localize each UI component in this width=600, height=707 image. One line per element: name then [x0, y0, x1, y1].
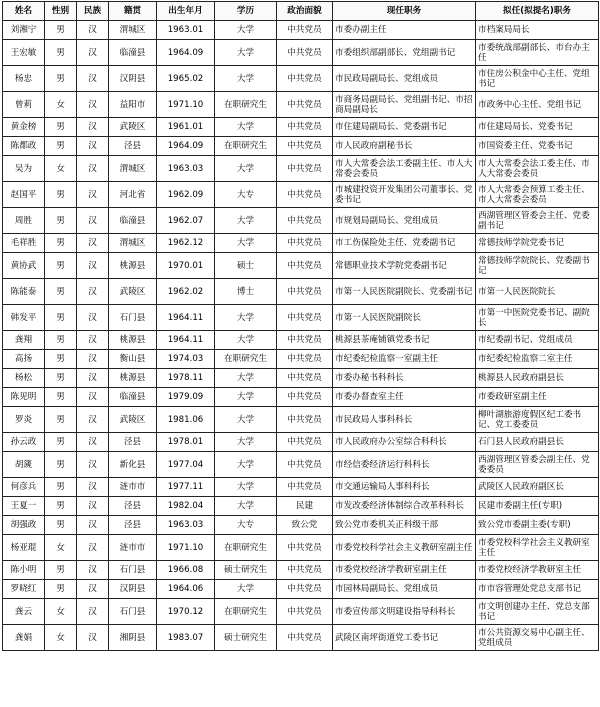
- cell-col-current-post: 市第一人民医院副院长、党委副书记: [333, 279, 476, 305]
- cell-col-hometown: 涟市市: [109, 535, 157, 561]
- cell-col-hometown: 武陵区: [109, 118, 157, 137]
- cell-col-name: 杨忠: [3, 66, 45, 92]
- cell-col-education: 大学: [215, 433, 277, 452]
- cell-col-political: 中共党员: [277, 580, 333, 599]
- cell-col-proposed-post: 市人大常委会法工委主任、市人大常委会委员: [476, 156, 599, 182]
- table-row: [3, 137, 599, 156]
- cell-col-education: 硕士: [215, 253, 277, 279]
- table-body: [3, 21, 599, 651]
- cell-col-education: 大专: [215, 516, 277, 535]
- cell-col-hometown: 泾县: [109, 516, 157, 535]
- cell-col-political: 中共党员: [277, 478, 333, 497]
- table-row: [3, 279, 599, 305]
- cell-col-birth: 1966.08: [157, 561, 215, 580]
- cell-col-proposed-post: 常德技师学院院长、党委副书记: [476, 253, 599, 279]
- cell-col-political: 中共党员: [277, 561, 333, 580]
- cell-col-current-post: 市民政局副局长、党组成员: [333, 66, 476, 92]
- cell-col-proposed-post: 市住房公积金中心主任、党组书记: [476, 66, 599, 92]
- cell-col-hometown: 泾县: [109, 497, 157, 516]
- cell-col-proposed-post: 市政务中心主任、党组书记: [476, 92, 599, 118]
- cell-col-gender: 男: [45, 331, 77, 350]
- cell-col-education: 大学: [215, 452, 277, 478]
- cell-col-ethnicity: 汉: [77, 497, 109, 516]
- cell-col-ethnicity: 汉: [77, 40, 109, 66]
- cell-col-political: 中共党员: [277, 208, 333, 234]
- table-row: [3, 253, 599, 279]
- cell-col-gender: 男: [45, 40, 77, 66]
- table-row: [3, 182, 599, 208]
- cell-col-hometown: 河北省: [109, 182, 157, 208]
- cell-col-political: 中共党员: [277, 92, 333, 118]
- cell-col-political: 中共党员: [277, 625, 333, 651]
- cell-col-hometown: 湘阴县: [109, 625, 157, 651]
- cell-col-birth: 1983.07: [157, 625, 215, 651]
- cell-col-name: 黄协武: [3, 253, 45, 279]
- table-header-row: [3, 2, 599, 21]
- table-row: [3, 92, 599, 118]
- cell-col-birth: 1971.10: [157, 92, 215, 118]
- cell-col-birth: 1964.11: [157, 331, 215, 350]
- cell-col-proposed-post: 市纪委副书记、党组成员: [476, 331, 599, 350]
- cell-col-hometown: 渭城区: [109, 234, 157, 253]
- cell-col-current-post: 市规划局副局长、党组成员: [333, 208, 476, 234]
- cell-col-gender: 女: [45, 535, 77, 561]
- cell-col-education: 大学: [215, 497, 277, 516]
- cell-col-political: 中共党员: [277, 407, 333, 433]
- cell-col-gender: 女: [45, 156, 77, 182]
- table-row: [3, 599, 599, 625]
- cell-col-hometown: 泾县: [109, 137, 157, 156]
- cell-col-political: 民建: [277, 497, 333, 516]
- cell-col-current-post: 市委宣传部文明建设指导科科长: [333, 599, 476, 625]
- cell-col-political: 中共党员: [277, 388, 333, 407]
- cell-col-name: 孙云政: [3, 433, 45, 452]
- cell-col-current-post: 市人民政府副秘书长: [333, 137, 476, 156]
- cell-col-education: 硕士研究生: [215, 625, 277, 651]
- cell-col-political: 中共党员: [277, 350, 333, 369]
- cell-col-name: 王夏一: [3, 497, 45, 516]
- cell-col-education: 大学: [215, 40, 277, 66]
- cell-col-current-post: 市委办副主任: [333, 21, 476, 40]
- cell-col-gender: 男: [45, 234, 77, 253]
- cell-col-political: 中共党员: [277, 433, 333, 452]
- cell-col-ethnicity: 汉: [77, 182, 109, 208]
- cell-col-birth: 1970.01: [157, 253, 215, 279]
- header-col-birth: 出生年月: [157, 2, 215, 21]
- table-row: [3, 234, 599, 253]
- table-row: [3, 535, 599, 561]
- cell-col-hometown: 汉阴县: [109, 66, 157, 92]
- cell-col-name: 胡强政: [3, 516, 45, 535]
- cell-col-birth: 1978.11: [157, 369, 215, 388]
- header-col-name: 姓名: [3, 2, 45, 21]
- cell-col-gender: 女: [45, 599, 77, 625]
- cell-col-political: 中共党员: [277, 305, 333, 331]
- cell-col-political: 中共党员: [277, 331, 333, 350]
- cell-col-hometown: 泾县: [109, 433, 157, 452]
- cell-col-birth: 1981.06: [157, 407, 215, 433]
- cell-col-hometown: 衡山县: [109, 350, 157, 369]
- cell-col-proposed-post: 西湖管理区管委会主任、党委副书记: [476, 208, 599, 234]
- cell-col-ethnicity: 汉: [77, 208, 109, 234]
- cell-col-gender: 男: [45, 137, 77, 156]
- cell-col-birth: 1964.11: [157, 305, 215, 331]
- header-col-proposed-post: 拟任(拟提名)职务: [476, 2, 599, 21]
- cell-col-hometown: 桃源县: [109, 253, 157, 279]
- cell-col-name: 黄金榜: [3, 118, 45, 137]
- cell-col-gender: 男: [45, 561, 77, 580]
- cell-col-proposed-post: 致公党市委副主委(专职): [476, 516, 599, 535]
- cell-col-current-post: 市委组织部副部长、党组副书记: [333, 40, 476, 66]
- cell-col-gender: 男: [45, 253, 77, 279]
- cell-col-name: 何彦兵: [3, 478, 45, 497]
- cell-col-birth: 1971.10: [157, 535, 215, 561]
- cell-col-gender: 男: [45, 118, 77, 137]
- cell-col-current-post: 市住建局副局长、党委副书记: [333, 118, 476, 137]
- cell-col-name: 韩发平: [3, 305, 45, 331]
- cell-col-hometown: 渭城区: [109, 21, 157, 40]
- cell-col-hometown: 汉阴县: [109, 580, 157, 599]
- cell-col-hometown: 临潼县: [109, 208, 157, 234]
- cell-col-ethnicity: 汉: [77, 599, 109, 625]
- header-col-hometown: 籍贯: [109, 2, 157, 21]
- cell-col-hometown: 石门县: [109, 599, 157, 625]
- cell-col-political: 中共党员: [277, 535, 333, 561]
- table-row: [3, 156, 599, 182]
- header-col-education: 学历: [215, 2, 277, 21]
- cell-col-gender: 女: [45, 625, 77, 651]
- cell-col-education: 在职研究生: [215, 92, 277, 118]
- cell-col-name: 曾莉: [3, 92, 45, 118]
- cell-col-gender: 男: [45, 369, 77, 388]
- cell-col-birth: 1982.04: [157, 497, 215, 516]
- cell-col-current-post: 市人大常委会法工委副主任、市人大常委会委员: [333, 156, 476, 182]
- cell-col-ethnicity: 汉: [77, 253, 109, 279]
- cell-col-education: 大学: [215, 305, 277, 331]
- header-col-political: 政治面貌: [277, 2, 333, 21]
- cell-col-political: 中共党员: [277, 137, 333, 156]
- cell-col-political: 中共党员: [277, 21, 333, 40]
- cell-col-proposed-post: 市市容管理处党总支部书记: [476, 580, 599, 599]
- cell-col-name: 刘湘宁: [3, 21, 45, 40]
- cell-col-proposed-post: 市人大常委会预算工委主任、市人大常委会委员: [476, 182, 599, 208]
- cell-col-birth: 1964.09: [157, 137, 215, 156]
- cell-col-birth: 1962.02: [157, 279, 215, 305]
- cell-col-name: 陈能泰: [3, 279, 45, 305]
- table-row: [3, 208, 599, 234]
- cell-col-ethnicity: 汉: [77, 561, 109, 580]
- cell-col-hometown: 新化县: [109, 452, 157, 478]
- cell-col-education: 博士: [215, 279, 277, 305]
- cell-col-proposed-post: 市文明创建办主任、党总支部书记: [476, 599, 599, 625]
- cell-col-birth: 1964.06: [157, 580, 215, 599]
- cell-col-education: 在职研究生: [215, 137, 277, 156]
- table-row: [3, 580, 599, 599]
- cell-col-proposed-post: 常德技师学院党委书记: [476, 234, 599, 253]
- cell-col-name: 陈小明: [3, 561, 45, 580]
- cell-col-ethnicity: 汉: [77, 407, 109, 433]
- table-row: [3, 66, 599, 92]
- cell-col-proposed-post: 武陵区人民政府副区长: [476, 478, 599, 497]
- cell-col-education: 大学: [215, 66, 277, 92]
- cell-col-political: 中共党员: [277, 40, 333, 66]
- cell-col-current-post: 市委办督查室主任: [333, 388, 476, 407]
- cell-col-gender: 男: [45, 305, 77, 331]
- cell-col-current-post: 桃源县茶庵铺镇党委书记: [333, 331, 476, 350]
- cell-col-political: 中共党员: [277, 369, 333, 388]
- cell-col-birth: 1961.01: [157, 118, 215, 137]
- cell-col-current-post: 市第一人民医院副院长: [333, 305, 476, 331]
- cell-col-political: 中共党员: [277, 253, 333, 279]
- cell-col-gender: 男: [45, 497, 77, 516]
- cell-col-hometown: 涟市市: [109, 478, 157, 497]
- cell-col-education: 大学: [215, 208, 277, 234]
- cell-col-gender: 男: [45, 182, 77, 208]
- cell-col-gender: 男: [45, 66, 77, 92]
- table-row: [3, 305, 599, 331]
- cell-col-education: 大学: [215, 234, 277, 253]
- cell-col-gender: 男: [45, 580, 77, 599]
- table-row: [3, 561, 599, 580]
- cell-col-birth: 1963.03: [157, 156, 215, 182]
- cell-col-current-post: 市委办秘书科科长: [333, 369, 476, 388]
- cell-col-gender: 女: [45, 92, 77, 118]
- cell-col-proposed-post: 市纪委纪检监察二室主任: [476, 350, 599, 369]
- cell-col-current-post: 武陵区南坪街道党工委书记: [333, 625, 476, 651]
- table-row: [3, 40, 599, 66]
- cell-col-current-post: 市交通运输局人事科科长: [333, 478, 476, 497]
- cell-col-education: 大学: [215, 118, 277, 137]
- cell-col-ethnicity: 汉: [77, 478, 109, 497]
- table-row: [3, 331, 599, 350]
- table-row: [3, 369, 599, 388]
- cell-col-proposed-post: 市国资委主任、党委书记: [476, 137, 599, 156]
- cell-col-birth: 1962.09: [157, 182, 215, 208]
- cell-col-proposed-post: 桃源县人民政府副县长: [476, 369, 599, 388]
- table-row: [3, 625, 599, 651]
- cell-col-name: 毛祥胜: [3, 234, 45, 253]
- cell-col-proposed-post: 市档案局局长: [476, 21, 599, 40]
- cell-col-birth: 1974.03: [157, 350, 215, 369]
- cell-col-ethnicity: 汉: [77, 118, 109, 137]
- cell-col-current-post: 致公党市委机关正科级干部: [333, 516, 476, 535]
- cell-col-current-post: 市经信委经济运行科科长: [333, 452, 476, 478]
- cell-col-ethnicity: 汉: [77, 92, 109, 118]
- cell-col-education: 大学: [215, 580, 277, 599]
- cell-col-current-post: 市工伤保险处主任、党委副书记: [333, 234, 476, 253]
- table-row: [3, 478, 599, 497]
- cell-col-gender: 男: [45, 478, 77, 497]
- cell-col-hometown: 临潼县: [109, 40, 157, 66]
- cell-col-hometown: 桃源县: [109, 369, 157, 388]
- cell-col-proposed-post: 市委党校科学社会主义教研室主任: [476, 535, 599, 561]
- header-col-gender: 性别: [45, 2, 77, 21]
- cell-col-birth: 1963.01: [157, 21, 215, 40]
- cell-col-ethnicity: 汉: [77, 137, 109, 156]
- cell-col-political: 致公党: [277, 516, 333, 535]
- table-row: [3, 21, 599, 40]
- cell-col-education: 在职研究生: [215, 535, 277, 561]
- cell-col-ethnicity: 汉: [77, 625, 109, 651]
- cell-col-birth: 1962.12: [157, 234, 215, 253]
- cell-col-name: 陈都政: [3, 137, 45, 156]
- cell-col-education: 大学: [215, 388, 277, 407]
- cell-col-name: 胡篪: [3, 452, 45, 478]
- cell-col-name: 杨松: [3, 369, 45, 388]
- cell-col-ethnicity: 汉: [77, 21, 109, 40]
- cell-col-proposed-post: 市第一中医院党委书记、副院长: [476, 305, 599, 331]
- cell-col-hometown: 石门县: [109, 561, 157, 580]
- cell-col-hometown: 渭城区: [109, 156, 157, 182]
- cell-col-hometown: 桃源县: [109, 331, 157, 350]
- table-row: [3, 433, 599, 452]
- cell-col-education: 大学: [215, 331, 277, 350]
- cell-col-education: 大学: [215, 478, 277, 497]
- cell-col-gender: 男: [45, 388, 77, 407]
- cell-col-ethnicity: 汉: [77, 516, 109, 535]
- cell-col-name: 罗晓红: [3, 580, 45, 599]
- cell-col-ethnicity: 汉: [77, 388, 109, 407]
- candidates-table: [2, 1, 599, 651]
- cell-col-ethnicity: 汉: [77, 433, 109, 452]
- cell-col-ethnicity: 汉: [77, 331, 109, 350]
- cell-col-name: 龚云: [3, 599, 45, 625]
- cell-col-ethnicity: 汉: [77, 156, 109, 182]
- cell-col-birth: 1965.02: [157, 66, 215, 92]
- cell-col-birth: 1970.12: [157, 599, 215, 625]
- cell-col-proposed-post: 市公共资源交易中心副主任、党组成员: [476, 625, 599, 651]
- cell-col-birth: 1977.11: [157, 478, 215, 497]
- cell-col-name: 周胜: [3, 208, 45, 234]
- cell-col-political: 中共党员: [277, 279, 333, 305]
- cell-col-political: 中共党员: [277, 182, 333, 208]
- cell-col-proposed-post: 市委统战部副部长、市台办主任: [476, 40, 599, 66]
- header-col-ethnicity: 民族: [77, 2, 109, 21]
- cell-col-education: 大学: [215, 21, 277, 40]
- cell-col-hometown: 武陵区: [109, 279, 157, 305]
- cell-col-proposed-post: 市委政研室副主任: [476, 388, 599, 407]
- cell-col-ethnicity: 汉: [77, 350, 109, 369]
- cell-col-name: 龚娟: [3, 625, 45, 651]
- table-row: [3, 497, 599, 516]
- cell-col-current-post: 市委党校科学社会主义教研室副主任: [333, 535, 476, 561]
- cell-col-current-post: 市城建投资开发集团公司董事长、党委书记: [333, 182, 476, 208]
- cell-col-current-post: 市纪委纪检监察一室副主任: [333, 350, 476, 369]
- cell-col-gender: 男: [45, 452, 77, 478]
- cell-col-current-post: 市人民政府办公室综合科科长: [333, 433, 476, 452]
- cell-col-name: 王宏敏: [3, 40, 45, 66]
- cell-col-birth: 1963.03: [157, 516, 215, 535]
- cell-col-ethnicity: 汉: [77, 369, 109, 388]
- cell-col-gender: 男: [45, 433, 77, 452]
- cell-col-gender: 男: [45, 516, 77, 535]
- cell-col-name: 杨亚琨: [3, 535, 45, 561]
- cell-col-political: 中共党员: [277, 118, 333, 137]
- cell-col-current-post: 市民政局人事科科长: [333, 407, 476, 433]
- cell-col-birth: 1964.09: [157, 40, 215, 66]
- cell-col-hometown: 石门县: [109, 305, 157, 331]
- cell-col-political: 中共党员: [277, 599, 333, 625]
- cell-col-hometown: 益阳市: [109, 92, 157, 118]
- cell-col-birth: 1977.04: [157, 452, 215, 478]
- cell-col-gender: 男: [45, 208, 77, 234]
- cell-col-education: 大专: [215, 182, 277, 208]
- cell-col-proposed-post: 市委党校经济学教研室主任: [476, 561, 599, 580]
- cell-col-education: 大学: [215, 156, 277, 182]
- cell-col-current-post: 常德职业技术学院党委副书记: [333, 253, 476, 279]
- cell-col-ethnicity: 汉: [77, 305, 109, 331]
- cell-col-gender: 男: [45, 21, 77, 40]
- cell-col-current-post: 市园林局副局长、党组成员: [333, 580, 476, 599]
- cell-col-hometown: 临潼县: [109, 388, 157, 407]
- table-row: [3, 118, 599, 137]
- cell-col-political: 中共党员: [277, 452, 333, 478]
- cell-col-name: 高扬: [3, 350, 45, 369]
- cell-col-proposed-post: 民建市委副主任(专职): [476, 497, 599, 516]
- cell-col-hometown: 武陵区: [109, 407, 157, 433]
- cell-col-education: 大学: [215, 369, 277, 388]
- cell-col-political: 中共党员: [277, 156, 333, 182]
- cell-col-proposed-post: 西湖管理区管委会副主任、党委委员: [476, 452, 599, 478]
- table-row: [3, 452, 599, 478]
- cell-col-name: 吴为: [3, 156, 45, 182]
- cell-col-name: 陈见明: [3, 388, 45, 407]
- table-row: [3, 516, 599, 535]
- cell-col-name: 赵国平: [3, 182, 45, 208]
- cell-col-gender: 男: [45, 350, 77, 369]
- cell-col-current-post: 市委党校经济学教研室副主任: [333, 561, 476, 580]
- cell-col-ethnicity: 汉: [77, 279, 109, 305]
- cell-col-gender: 男: [45, 407, 77, 433]
- cell-col-name: 罗炎: [3, 407, 45, 433]
- cell-col-education: 硕士研究生: [215, 561, 277, 580]
- table-row: [3, 388, 599, 407]
- table-row: [3, 350, 599, 369]
- cell-col-birth: 1979.09: [157, 388, 215, 407]
- cell-col-proposed-post: 市第一人民医院院长: [476, 279, 599, 305]
- cell-col-education: 在职研究生: [215, 350, 277, 369]
- cell-col-ethnicity: 汉: [77, 452, 109, 478]
- cell-col-ethnicity: 汉: [77, 535, 109, 561]
- cell-col-name: 龚翔: [3, 331, 45, 350]
- header-col-current-post: 现任职务: [333, 2, 476, 21]
- cell-col-political: 中共党员: [277, 234, 333, 253]
- table-row: [3, 407, 599, 433]
- cell-col-education: 大学: [215, 407, 277, 433]
- cell-col-education: 在职研究生: [215, 599, 277, 625]
- cell-col-ethnicity: 汉: [77, 66, 109, 92]
- cell-col-ethnicity: 汉: [77, 234, 109, 253]
- cell-col-ethnicity: 汉: [77, 580, 109, 599]
- cell-col-proposed-post: 石门县人民政府副县长: [476, 433, 599, 452]
- cell-col-proposed-post: 市住建局局长、党委书记: [476, 118, 599, 137]
- cell-col-proposed-post: 柳叶湖旅游度假区纪工委书记、党工委委员: [476, 407, 599, 433]
- cell-col-gender: 男: [45, 279, 77, 305]
- cell-col-birth: 1978.01: [157, 433, 215, 452]
- cell-col-current-post: 市发改委经济体制综合改革科科长: [333, 497, 476, 516]
- cell-col-political: 中共党员: [277, 66, 333, 92]
- cell-col-current-post: 市商务局副局长、党组副书记、市招商局副局长: [333, 92, 476, 118]
- cell-col-birth: 1962.07: [157, 208, 215, 234]
